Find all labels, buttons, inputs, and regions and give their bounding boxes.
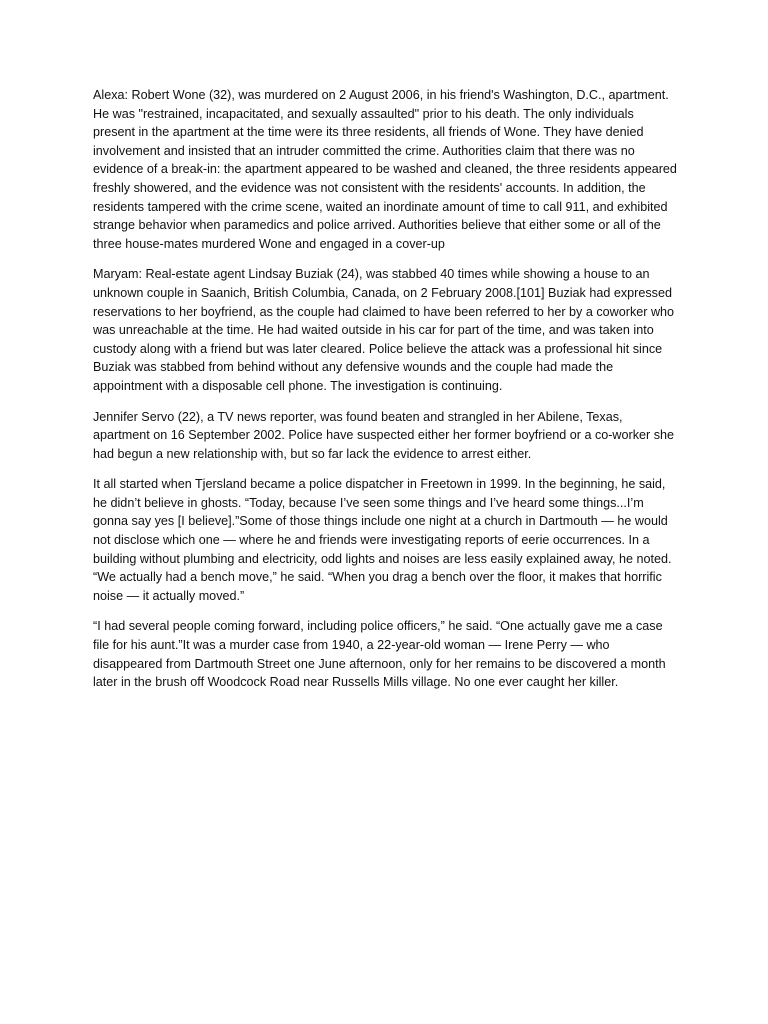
document-page xyxy=(93,86,679,692)
paragraph-jennifer-servo: Jennifer Servo (22), a TV news reporter, was found beaten and strangled in her Abilene, Texas, apartment on 16 September 2002. Police have suspected either her former boyfriend or a co-worker she had begun a new relationship with, but so far lack the evidence to arrest either. xyxy=(93,409,675,461)
paragraph-tjersland: It all started when Tjersland became a police dispatcher in Freetown in 1999. In the beginning, he said, he didn’t believe in ghosts. “Today, because I’ve seen some things and I’ve heard some things...I’m gonna say yes [I believe].”Some of those things include one night at a church in Dartmouth — he would not disclose which one — where he and friends were investigating reports of eerie occurrences. In a building without plumbing and electricity, odd lights and noises are less easily explained away, he noted. “We actually had a bench move,” he said. “When you drag a bench over the floor, it makes that horrific noise — it actually moved.” xyxy=(93,477,672,603)
paragraph-irene-perry: “I had several people coming forward, including police officers,” he said. “One actually gave me a case file for his aunt.”It was a murder case from 1940, a 22-year-old woman — Irene Perry — who disappeared from Dartmouth Street one June afternoon, only for her remains to be discovered a month later in the brush off Woodcock Road near Russells Mills village. No one ever caught her killer. xyxy=(93,619,666,690)
paragraph-robert-wone: Alexa: Robert Wone (32), was murdered on 2 August 2006, in his friend's Washington, D.C., apartment. He was "restrained, incapacitated, and sexually assaulted" prior to his death. The only individuals present in the apartment at the time were its three residents, all friends of Wone. They have denied involvement and insisted that an intruder committed the crime. Authorities claim that there was no evidence of a break-in: the apartment appeared to be washed and cleaned, the three residents appeared freshly showered, and the evidence was not consistent with the residents' accounts. In addition, the residents tampered with the crime scene, waited an inordinate amount of time to call 911, and exhibited strange behavior when paramedics and police arrived. Authorities believe that either some or all of the three house-mates murdered Wone and engaged in a cover-up xyxy=(93,88,677,251)
paragraph-lindsay-buziak: Maryam: Real-estate agent Lindsay Buziak (24), was stabbed 40 times while showing a house to an unknown couple in Saanich, British Columbia, Canada, on 2 February 2008.[101] Buziak had expressed reservations to her boyfriend, as the couple had claimed to have been referred to her by a coworker who was unreachable at the time. He had waited outside in his car for part of the time, and was taken into custody along with a friend but was later cleared. Police believe the attack was a professional hit since Buziak was stabbed from behind without any defensive wounds and the couple had made the appointment with a disposable cell phone. The investigation is continuing. xyxy=(93,267,675,393)
